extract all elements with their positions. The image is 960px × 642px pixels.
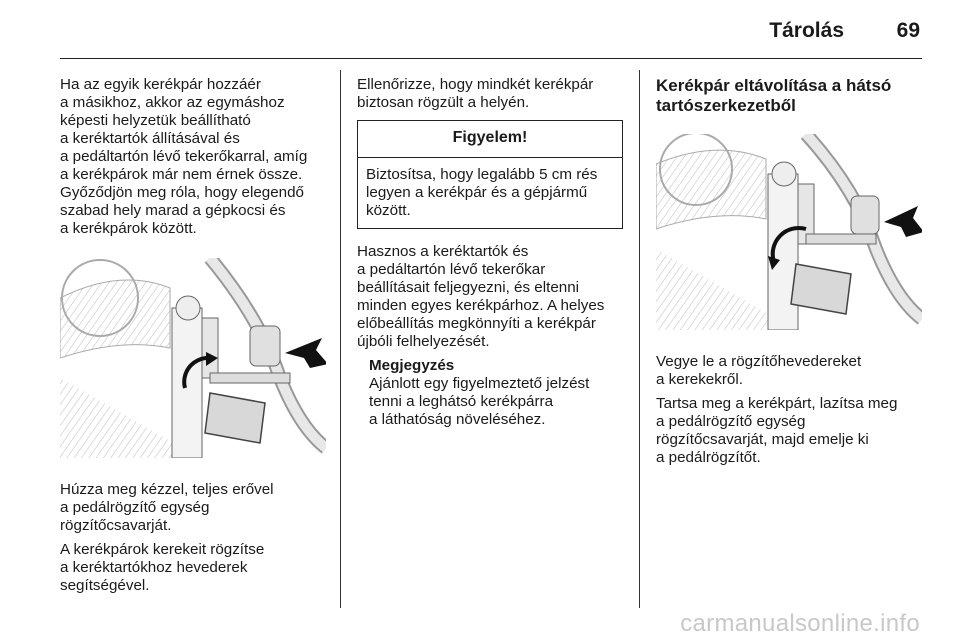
warning-title: Figyelem!: [358, 121, 622, 158]
warning-body: Biztosítsa, hogy legalább 5 cm rés legyen a kerékpár és a gépjármű között.: [366, 166, 598, 219]
watermark: carmanualsonline.info: [680, 610, 920, 637]
col1-paragraph-2: Húzza meg kézzel, teljes erővel a pedálrögzítő egység rögzítőcsavarját.: [60, 481, 274, 534]
section-title: Tárolás: [769, 19, 844, 42]
section-heading: Kerékpár eltávolítása a hátsó tartószerkezetből: [656, 76, 892, 115]
note-body: Ajánlott egy figyelmeztető jelzést tenni a leghátsó kerékpárra a láthatóság növeléséhez.: [369, 375, 590, 428]
column-divider-2: [639, 70, 640, 608]
note-title: Megjegyzés: [369, 357, 455, 374]
header-rule: [60, 58, 922, 59]
page-number: 69: [896, 19, 920, 42]
col1-paragraph-1: Ha az egyik kerékpár hozzáér a másikhoz, akkor az egymáshoz képesti helyzetük beállítható a keréktartók állításával és a pedáltartón lévő tekerőkarral, amíg a kerékpárok már nem érnek össze. Győződjön meg róla, hogy elegendő szabad hely marad a gépkocsi és a kerékpárok között.: [60, 76, 308, 237]
column-divider-1: [340, 70, 341, 608]
col2-paragraph-1: Ellenőrizze, hogy mindkét kerékpár biztosan rögzült a helyén.: [357, 76, 594, 111]
page-header: [60, 0, 922, 58]
col1-paragraph-3: A kerékpárok kerekeit rögzítse a keréktartókhoz hevederek segítségével.: [60, 541, 265, 594]
column-2: [357, 76, 623, 435]
note-block: [357, 357, 623, 429]
warning-box: [357, 120, 623, 229]
column-3: [656, 76, 922, 473]
bike-rack-illustration-1: [60, 258, 326, 458]
col2-paragraph-2: Hasznos a keréktartók és a pedáltartón lévő tekerőkar beállításait feljegyezni, és eltenni minden egyes kerékpárhoz. A helyes előbeállítás megkönnyíti a kerékpár újbóli felhelyezését.: [357, 243, 605, 350]
col3-paragraph-1: Vegye le a rögzítőhevedereket a kerekekről.: [656, 353, 862, 388]
col3-paragraph-2: Tartsa meg a kerékpárt, lazítsa meg a pedálrögzítő egység rögzítőcsavarját, majd emelje ki a pedálrögzítőt.: [656, 395, 898, 466]
bike-rack-illustration-2: [656, 134, 922, 330]
column-1: [60, 76, 326, 601]
